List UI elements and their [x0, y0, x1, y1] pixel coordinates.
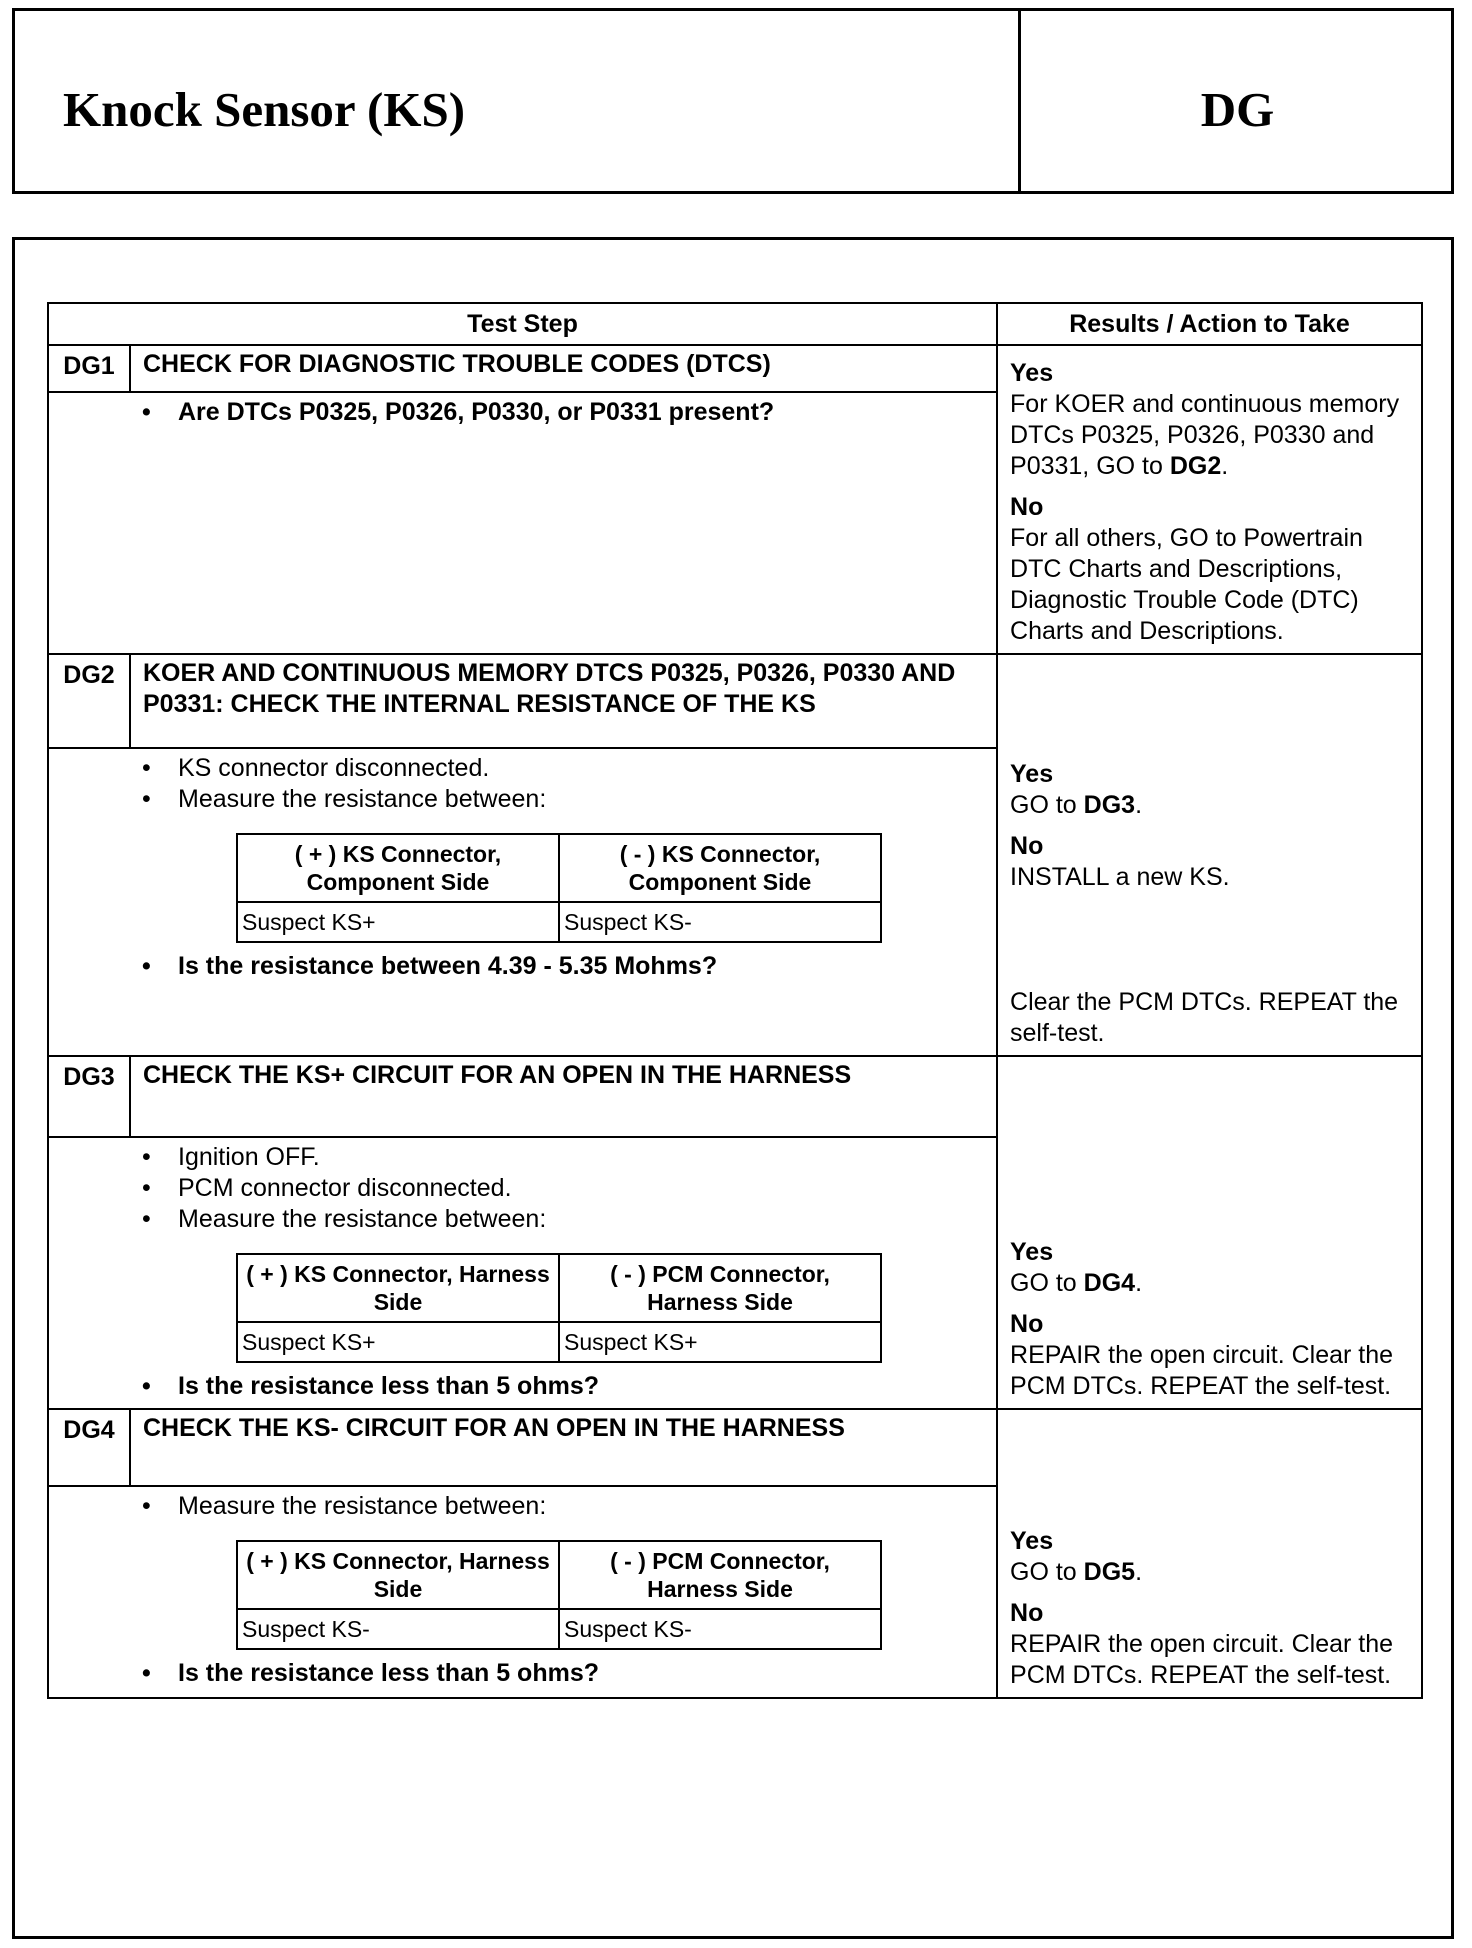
column-header-test-step: Test Step [48, 303, 997, 345]
step-title-row [48, 1056, 1422, 1137]
yes-action: GO to DG5. [1010, 1558, 1143, 1586]
step-bullet: • KS connector disconnected. [130, 753, 996, 784]
measurement-table [236, 833, 882, 943]
measurement-value-negative: Suspect KS- [559, 902, 881, 942]
step-title-row [48, 1409, 1422, 1486]
step-title: KOER AND CONTINUOUS MEMORY DTCS P0325, P0326, P0330 AND P0331: CHECK THE INTERNAL RESISTANCE OF THE KS [130, 654, 997, 748]
step-bullet: • Ignition OFF. [130, 1142, 996, 1173]
step-body [130, 1486, 997, 1698]
measurement-header-negative: ( - ) PCM Connector, Harness Side [559, 1541, 881, 1609]
step-result [997, 345, 1422, 654]
diagnostic-table [47, 302, 1423, 1699]
measurement-header-negative: ( - ) KS Connector, Component Side [559, 834, 881, 902]
measurement-value-negative: Suspect KS+ [559, 1322, 881, 1362]
step-bullet: • Measure the resistance between: [130, 784, 996, 815]
result-note: Clear the PCM DTCs. REPEAT the self-test. [1010, 988, 1399, 1047]
no-action: REPAIR the open circuit. Clear the PCM DTCs. REPEAT the self-test. [1010, 1630, 1394, 1689]
step-title: CHECK FOR DIAGNOSTIC TROUBLE CODES (DTCS) [130, 345, 997, 392]
step-body [130, 1137, 997, 1409]
step-id: DG3 [48, 1056, 130, 1137]
no-label: No [1010, 1310, 1044, 1338]
yes-action: GO to DG3. [1010, 791, 1143, 819]
step-title-row [48, 654, 1422, 748]
no-action: REPAIR the open circuit. Clear the PCM DTCs. REPEAT the self-test. [1010, 1341, 1394, 1400]
step-result [997, 1056, 1422, 1409]
step-id: DG4 [48, 1409, 130, 1486]
step-bullet: • Measure the resistance between: [130, 1491, 996, 1522]
goto-step: DG2 [1169, 452, 1222, 480]
step-bullet: • PCM connector disconnected. [130, 1173, 996, 1204]
step-body [130, 748, 997, 1056]
measurement-value-positive: Suspect KS+ [237, 1322, 559, 1362]
measurement-table [236, 1253, 882, 1363]
no-label: No [1010, 832, 1044, 860]
step-id: DG2 [48, 654, 130, 748]
no-label: No [1010, 493, 1044, 521]
step-title: CHECK THE KS- CIRCUIT FOR AN OPEN IN THE HARNESS [130, 1409, 997, 1486]
measurement-value-positive: Suspect KS- [237, 1609, 559, 1649]
step-question: • Is the resistance less than 5 ohms? [130, 1658, 996, 1689]
step-question: • Is the resistance between 4.39 - 5.35 Mohms? [130, 951, 996, 982]
step-bullet: • Measure the resistance between: [130, 1204, 996, 1235]
page-title: Knock Sensor (KS) [63, 82, 466, 137]
yes-label: Yes [1010, 359, 1054, 387]
measurement-header-positive: ( + ) KS Connector, Component Side [237, 834, 559, 902]
yes-action: For KOER and continuous memory DTCs P0325, P0326, P0330 and P0331, GO to DG2. [1010, 390, 1400, 480]
section-code: DG [1200, 82, 1275, 137]
step-id: DG1 [48, 345, 130, 392]
no-action: INSTALL a new KS. [1010, 863, 1230, 891]
step-result [997, 1409, 1422, 1698]
table-header-row [48, 303, 1422, 345]
no-action: For all others, GO to Powertrain DTC Charts and Descriptions, Diagnostic Trouble Code (DTC) Charts and Descriptions. [1010, 524, 1363, 645]
measurement-header-negative: ( - ) PCM Connector, Harness Side [559, 1254, 881, 1322]
goto-step: DG5 [1083, 1558, 1136, 1586]
step-question: • Is the resistance less than 5 ohms? [130, 1371, 996, 1402]
measurement-header-positive: ( + ) KS Connector, Harness Side [237, 1541, 559, 1609]
yes-label: Yes [1010, 1238, 1054, 1266]
step-result [997, 654, 1422, 1056]
yes-label: Yes [1010, 760, 1054, 788]
step-title-row [48, 345, 1422, 392]
yes-label: Yes [1010, 1527, 1054, 1555]
no-label: No [1010, 1599, 1044, 1627]
measurement-value-negative: Suspect KS- [559, 1609, 881, 1649]
step-title: CHECK THE KS+ CIRCUIT FOR AN OPEN IN THE HARNESS [130, 1056, 997, 1137]
yes-action: GO to DG4. [1010, 1269, 1143, 1297]
goto-step: DG4 [1083, 1269, 1136, 1297]
column-header-results: Results / Action to Take [997, 303, 1422, 345]
goto-step: DG3 [1083, 791, 1136, 819]
page-header [12, 8, 1454, 194]
step-question: • Are DTCs P0325, P0326, P0330, or P0331 present? [130, 397, 996, 428]
measurement-table [236, 1540, 882, 1650]
step-body [130, 392, 997, 654]
measurement-value-positive: Suspect KS+ [237, 902, 559, 942]
measurement-header-positive: ( + ) KS Connector, Harness Side [237, 1254, 559, 1322]
